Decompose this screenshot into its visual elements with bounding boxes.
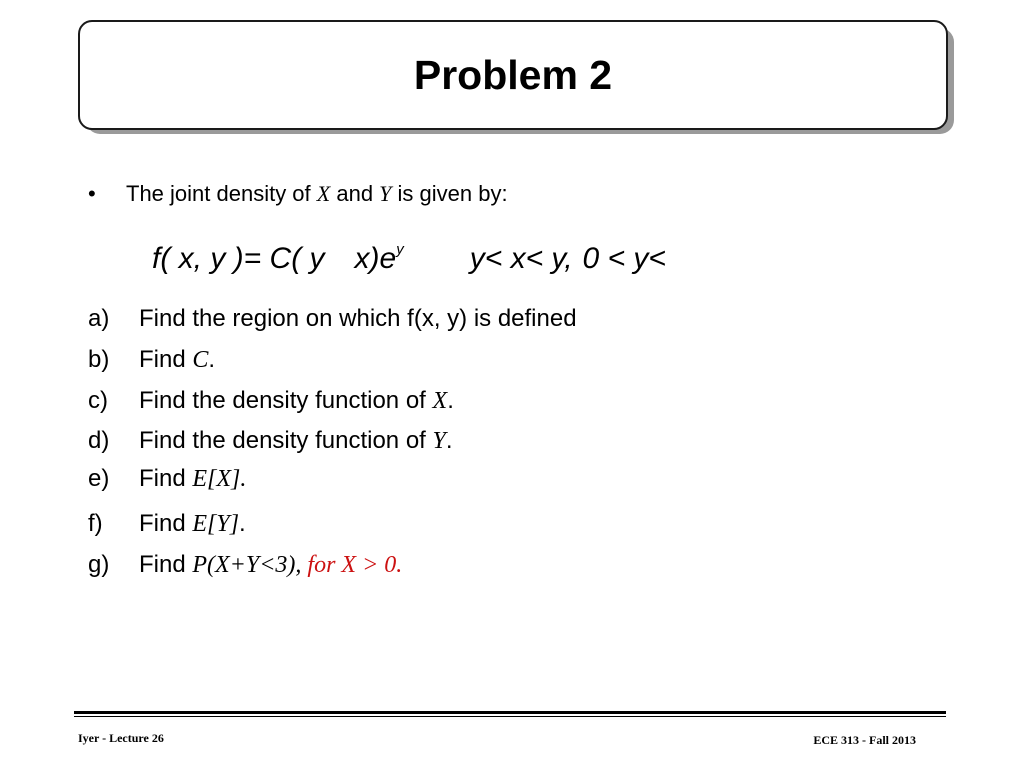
- var-y: Y: [379, 181, 392, 206]
- footer-author: Iyer - Lecture 26: [78, 731, 164, 745]
- slide-title: Problem 2: [413, 51, 613, 98]
- footer-rule: [74, 711, 946, 714]
- bullet-text-3: is given by:: [391, 181, 508, 206]
- var-x: X: [316, 181, 331, 206]
- item-text: Find: [139, 346, 193, 373]
- item-tail: .: [447, 387, 454, 414]
- bullet-text-1: The joint density of: [126, 181, 317, 206]
- item-label: g): [88, 551, 110, 578]
- item-label: a): [88, 305, 110, 332]
- formula-f: f: [152, 242, 161, 275]
- item-text: Find: [139, 510, 193, 537]
- formula-cond2: 0 < y<: [582, 242, 666, 275]
- bullet-intro: [88, 181, 508, 207]
- item-e: [88, 465, 246, 493]
- item-f: [88, 510, 246, 538]
- formula-mx: x)e: [354, 242, 397, 275]
- item-c: [88, 387, 454, 415]
- formula-exp: y: [396, 241, 404, 258]
- bullet-text-2: and: [330, 181, 380, 206]
- density-formula: [152, 241, 666, 276]
- item-text: Find: [139, 465, 193, 492]
- item-text: Find the density function of: [139, 387, 433, 414]
- item-math: P(X+Y<3),: [192, 552, 308, 578]
- item-a: [88, 305, 577, 333]
- item-b: [88, 346, 215, 374]
- bullet-dot: •: [88, 181, 96, 206]
- item-text: Find the density function of: [139, 427, 433, 454]
- formula-cond1: y< x< y,: [469, 242, 573, 275]
- item-label: d): [88, 427, 110, 454]
- formula-eq: = C( y: [243, 242, 325, 275]
- item-math: E[X].: [192, 466, 247, 492]
- item-g: [88, 551, 402, 579]
- item-text: Find: [139, 551, 193, 578]
- footer-rule-thin: [74, 716, 946, 717]
- formula-args: ( x, y ): [160, 242, 244, 275]
- item-tail: .: [239, 510, 246, 537]
- title-box: [78, 20, 948, 130]
- item-red-condition: for X > 0.: [307, 552, 403, 578]
- item-math: C: [192, 347, 209, 373]
- item-label: b): [88, 346, 110, 373]
- item-label: e): [88, 465, 110, 492]
- footer-course: ECE 313 - Fall 2013: [813, 733, 916, 747]
- item-label: f): [88, 510, 103, 537]
- item-math: Y: [432, 428, 446, 454]
- item-tail: .: [445, 427, 453, 454]
- item-tail: .: [208, 346, 216, 373]
- item-math: E[Y]: [192, 511, 240, 537]
- item-label: c): [88, 387, 108, 414]
- item-d: [88, 427, 453, 455]
- item-math: X: [432, 388, 448, 414]
- item-text: Find the region on which f(x, y) is defined: [139, 305, 577, 332]
